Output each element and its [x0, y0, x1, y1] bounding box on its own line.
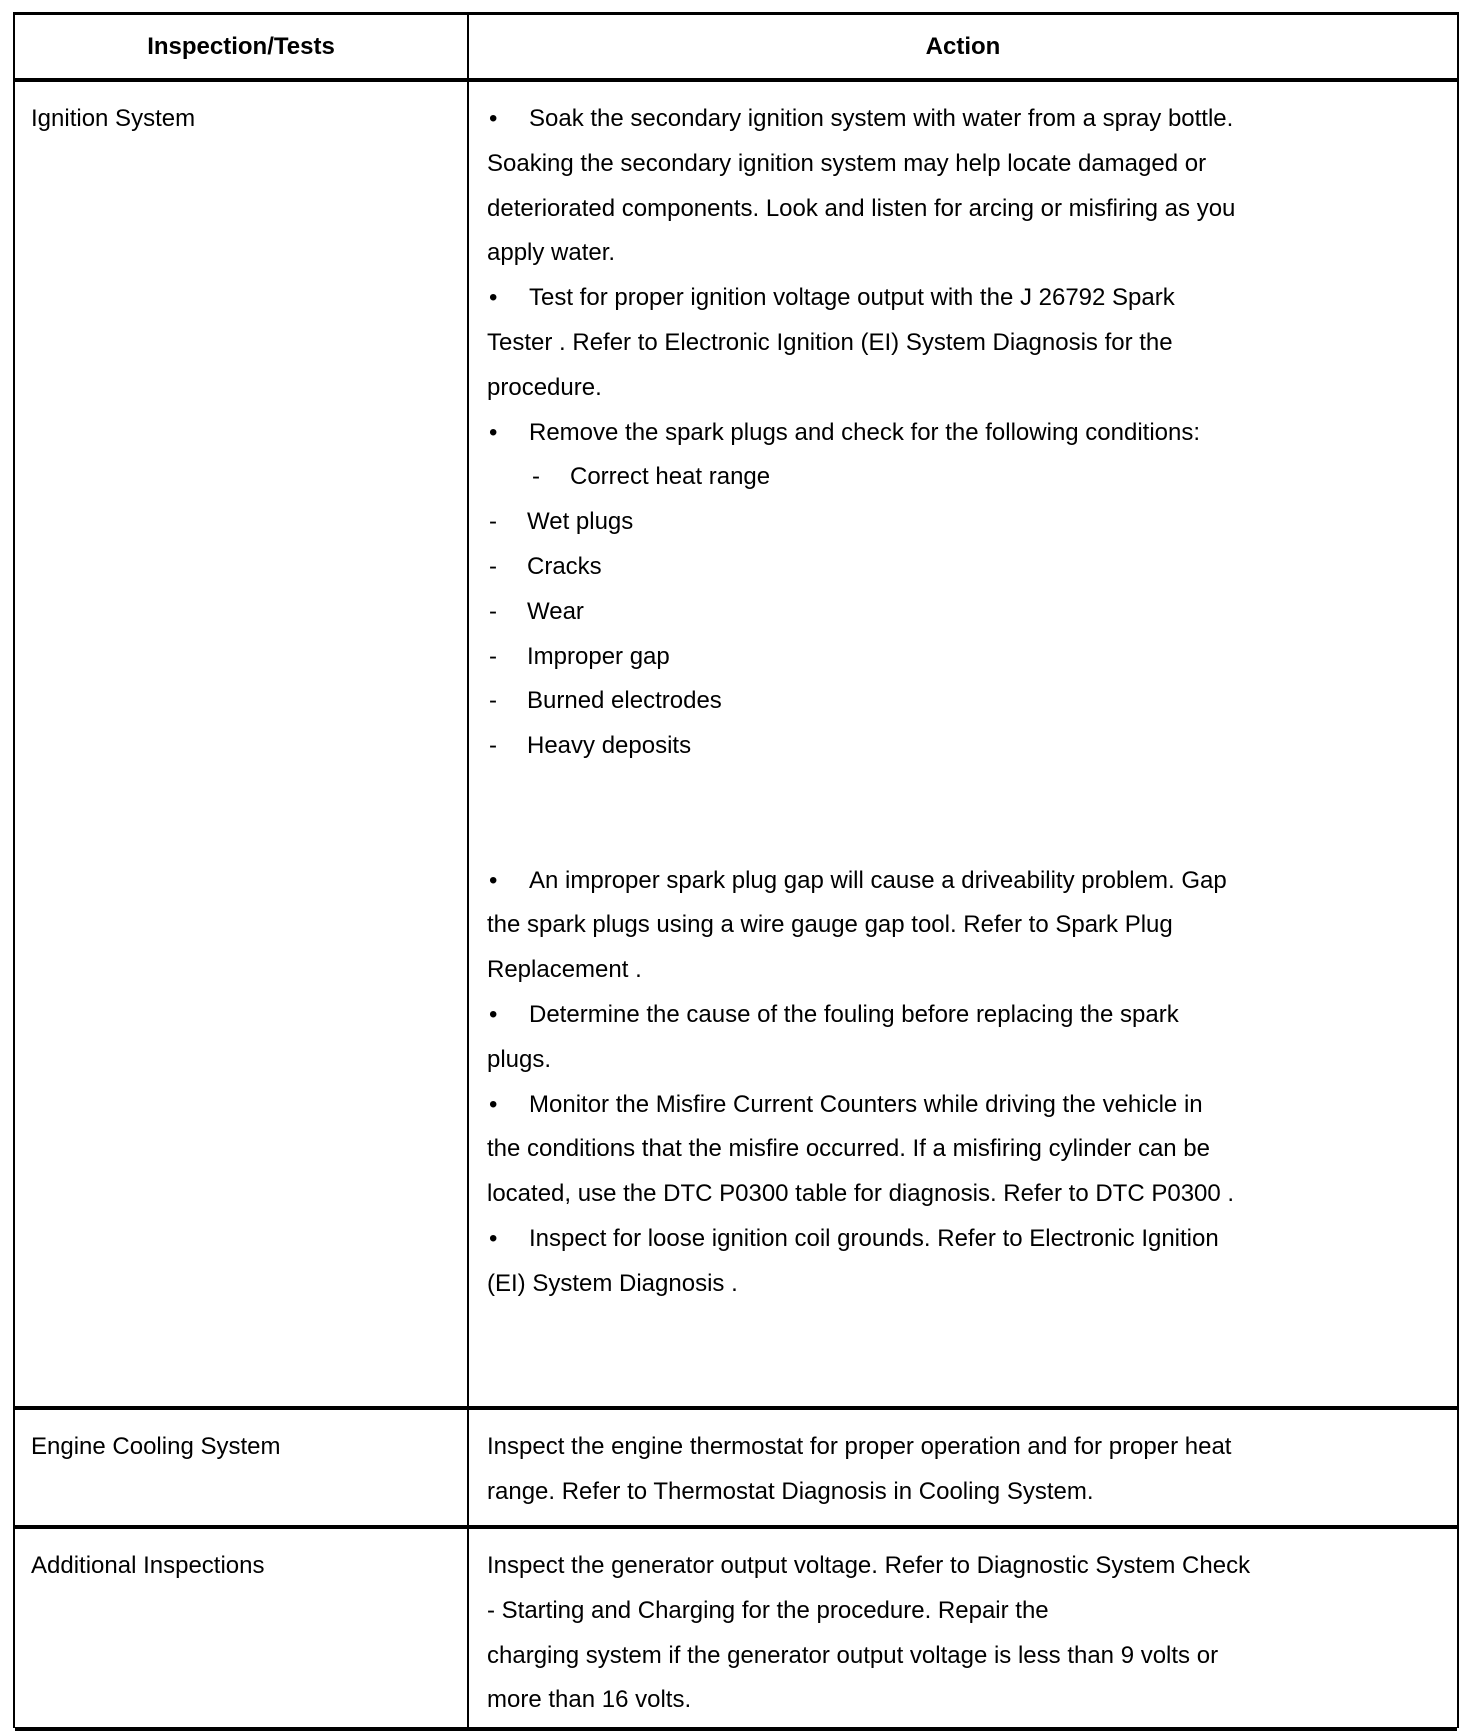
action-text: the spark plugs using a wire gauge gap tool. Refer to Spark Plug: [487, 911, 1173, 939]
table-row: [15, 1410, 1457, 1529]
action-line: [487, 1083, 1457, 1128]
action-line: [487, 1634, 1457, 1679]
action-text: range. Refer to Thermostat Diagnosis in Cooling System.: [487, 1477, 1094, 1505]
header-action: Action: [925, 33, 1001, 60]
action-text: Wear: [527, 597, 584, 625]
action-text: Heavy deposits: [527, 732, 692, 760]
blank-line: [487, 769, 1457, 814]
dash-marker: -: [489, 552, 497, 580]
bullet-marker: •: [489, 1090, 498, 1118]
action-line: [487, 1262, 1457, 1307]
action-text: Replacement .: [487, 956, 642, 984]
action-text: Burned electrodes: [527, 687, 722, 715]
action-line: [487, 724, 1457, 769]
action-line: [487, 142, 1457, 187]
bullet-marker: •: [489, 1224, 498, 1252]
bullet-marker: •: [489, 105, 498, 132]
action-text: charging system if the generator output voltage is less than 9 volts or: [487, 1641, 1219, 1669]
action-line: [487, 276, 1457, 321]
test-name: Engine Cooling System: [31, 1433, 281, 1460]
action-line: [487, 1038, 1457, 1083]
action-line: [487, 948, 1457, 993]
action-text: Inspect the generator output voltage. Refer to Diagnostic System Check: [487, 1552, 1251, 1579]
dash-marker: -: [489, 508, 497, 536]
action-cell: [469, 82, 1457, 1307]
action-text: Correct heat range: [570, 463, 771, 491]
blank-line: [487, 814, 1457, 859]
action-text: Remove the spark plugs and check for the following conditions:: [529, 418, 1201, 446]
dash-marker: -: [489, 732, 497, 760]
bullet-marker: •: [489, 1000, 498, 1028]
action-line: [487, 187, 1457, 232]
header-inspection-tests: Inspection/Tests: [15, 15, 469, 78]
test-name: Additional Inspections: [31, 1552, 265, 1579]
action-text: Test for proper ignition voltage output with the J 26792 Spark: [529, 284, 1175, 312]
action-line: [487, 590, 1457, 635]
action-line: [487, 411, 1457, 456]
action-text: Inspect the engine thermostat for proper operation and for proper heat: [487, 1433, 1232, 1460]
action-line: [487, 321, 1457, 366]
dash-marker: -: [489, 687, 497, 715]
action-cell: [469, 1410, 1457, 1515]
action-line: [487, 679, 1457, 724]
table-row: [15, 1529, 1457, 1731]
action-line: [487, 903, 1457, 948]
dash-marker: -: [532, 463, 540, 491]
dash-marker: -: [489, 642, 497, 670]
action-line: [487, 1425, 1457, 1470]
action-line: [487, 859, 1457, 904]
action-text: Soaking the secondary ignition system may help locate damaged or: [487, 149, 1207, 177]
action-line: [487, 1127, 1457, 1172]
action-line: [487, 1589, 1457, 1634]
action-text: Soak the secondary ignition system with water from a spray bottle.: [529, 105, 1234, 132]
action-text: plugs.: [487, 1045, 552, 1073]
action-line: [487, 1544, 1457, 1589]
action-text: the conditions that the misfire occurred. If a misfiring cylinder can be: [487, 1135, 1210, 1163]
action-text: more than 16 volts.: [487, 1686, 692, 1714]
bullet-marker: •: [489, 284, 498, 312]
action-text: located, use the DTC P0300 table for diagnosis. Refer to DTC P0300 .: [487, 1180, 1235, 1208]
action-text: Improper gap: [527, 642, 670, 670]
dash-marker: -: [489, 597, 497, 625]
action-line: [487, 1172, 1457, 1217]
action-text: Inspect for loose ignition coil grounds. Refer to Electronic Ignition: [529, 1224, 1219, 1252]
bullet-marker: •: [489, 418, 498, 446]
action-text: procedure.: [487, 373, 602, 401]
action-line: [487, 545, 1457, 590]
inspection-table: [13, 12, 1459, 1728]
action-line: [487, 1678, 1457, 1723]
action-text: Tester . Refer to Electronic Ignition (EI) System Diagnosis for the: [487, 328, 1173, 356]
action-text: Wet plugs: [527, 508, 634, 536]
action-text: Monitor the Misfire Current Counters while driving the vehicle in: [529, 1090, 1203, 1118]
action-text: An improper spark plug gap will cause a driveability problem. Gap: [529, 866, 1227, 894]
action-text: (EI) System Diagnosis .: [487, 1269, 738, 1297]
bullet-marker: •: [489, 866, 498, 894]
action-line: [487, 500, 1457, 545]
action-text: - Starting and Charging for the procedure. Repair the: [487, 1596, 1049, 1624]
action-cell: [469, 1529, 1457, 1723]
action-line: [487, 993, 1457, 1038]
action-text: apply water.: [487, 239, 616, 267]
action-text: deteriorated components. Look and listen for arcing or misfiring as you: [487, 194, 1236, 222]
action-text: Determine the cause of the fouling before replacing the spark: [529, 1000, 1179, 1028]
action-line: [487, 635, 1457, 680]
action-line: [487, 97, 1457, 142]
action-line: [487, 231, 1457, 276]
table-header-row: [15, 15, 1457, 82]
test-name: Ignition System: [31, 105, 196, 132]
action-line: [487, 455, 1457, 500]
table-row: [15, 82, 1457, 1410]
action-line: [487, 1217, 1457, 1262]
action-line: [487, 1470, 1457, 1515]
action-text: Cracks: [527, 552, 602, 580]
action-line: [487, 366, 1457, 411]
